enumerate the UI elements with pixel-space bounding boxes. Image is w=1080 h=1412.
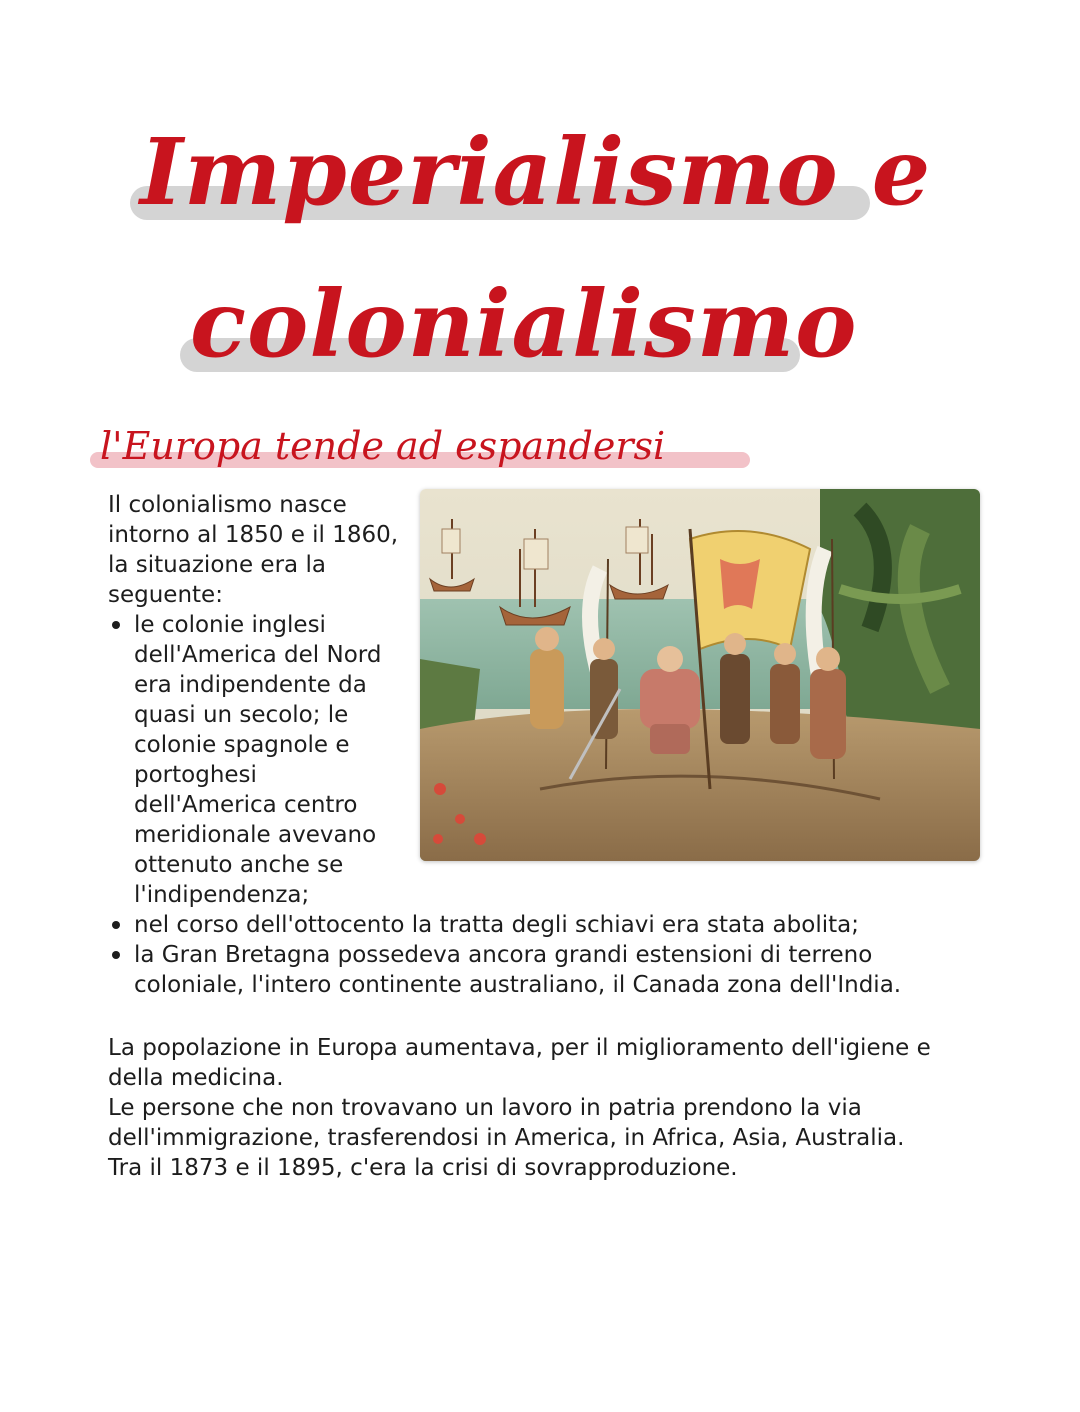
title-text: Imperialismo e [140,118,932,226]
title-text: colonialismo [190,270,858,378]
body-paragraphs [108,1033,988,1183]
bullet-item [108,910,988,940]
columbus-landing-illustration [420,489,980,861]
bullet-item [108,940,988,1000]
intro-paragraph: Il colonialismo nasce intorno al 1850 e il 1860, la situazione era la seguente: [108,492,399,608]
bullet-text: le colonie inglesi dell'America del Nord era indipendente da quasi un secolo; le colonie spagnole e portoghesi dell'America centro meridionale avevano ottenuto anche se l'indipendenza; [134,612,382,908]
paragraph: Le persone che non trovavano un lavoro in patria prendono la via dell'immigrazione, trasferendosi in America, in Africa, Asia, Australia. [108,1095,905,1151]
bullet-text: nel corso dell'ottocento la tratta degli schiavi era stata abolita; [134,912,859,938]
paragraph: Tra il 1873 e il 1895, c'era la crisi di sovrapproduzione. [108,1155,738,1181]
section-subtitle: l'Europa tende ad espandersi [100,424,666,468]
bullet-text: la Gran Bretagna possedeva ancora grandi estensioni di terreno coloniale, l'intero continente australiano, il Canada zona dell'India. [134,942,902,998]
page-title-line-1 [140,118,1080,226]
paragraph: La popolazione in Europa aumentava, per il miglioramento dell'igiene e della medicina. [108,1035,931,1091]
page-title-line-2 [190,270,1080,378]
